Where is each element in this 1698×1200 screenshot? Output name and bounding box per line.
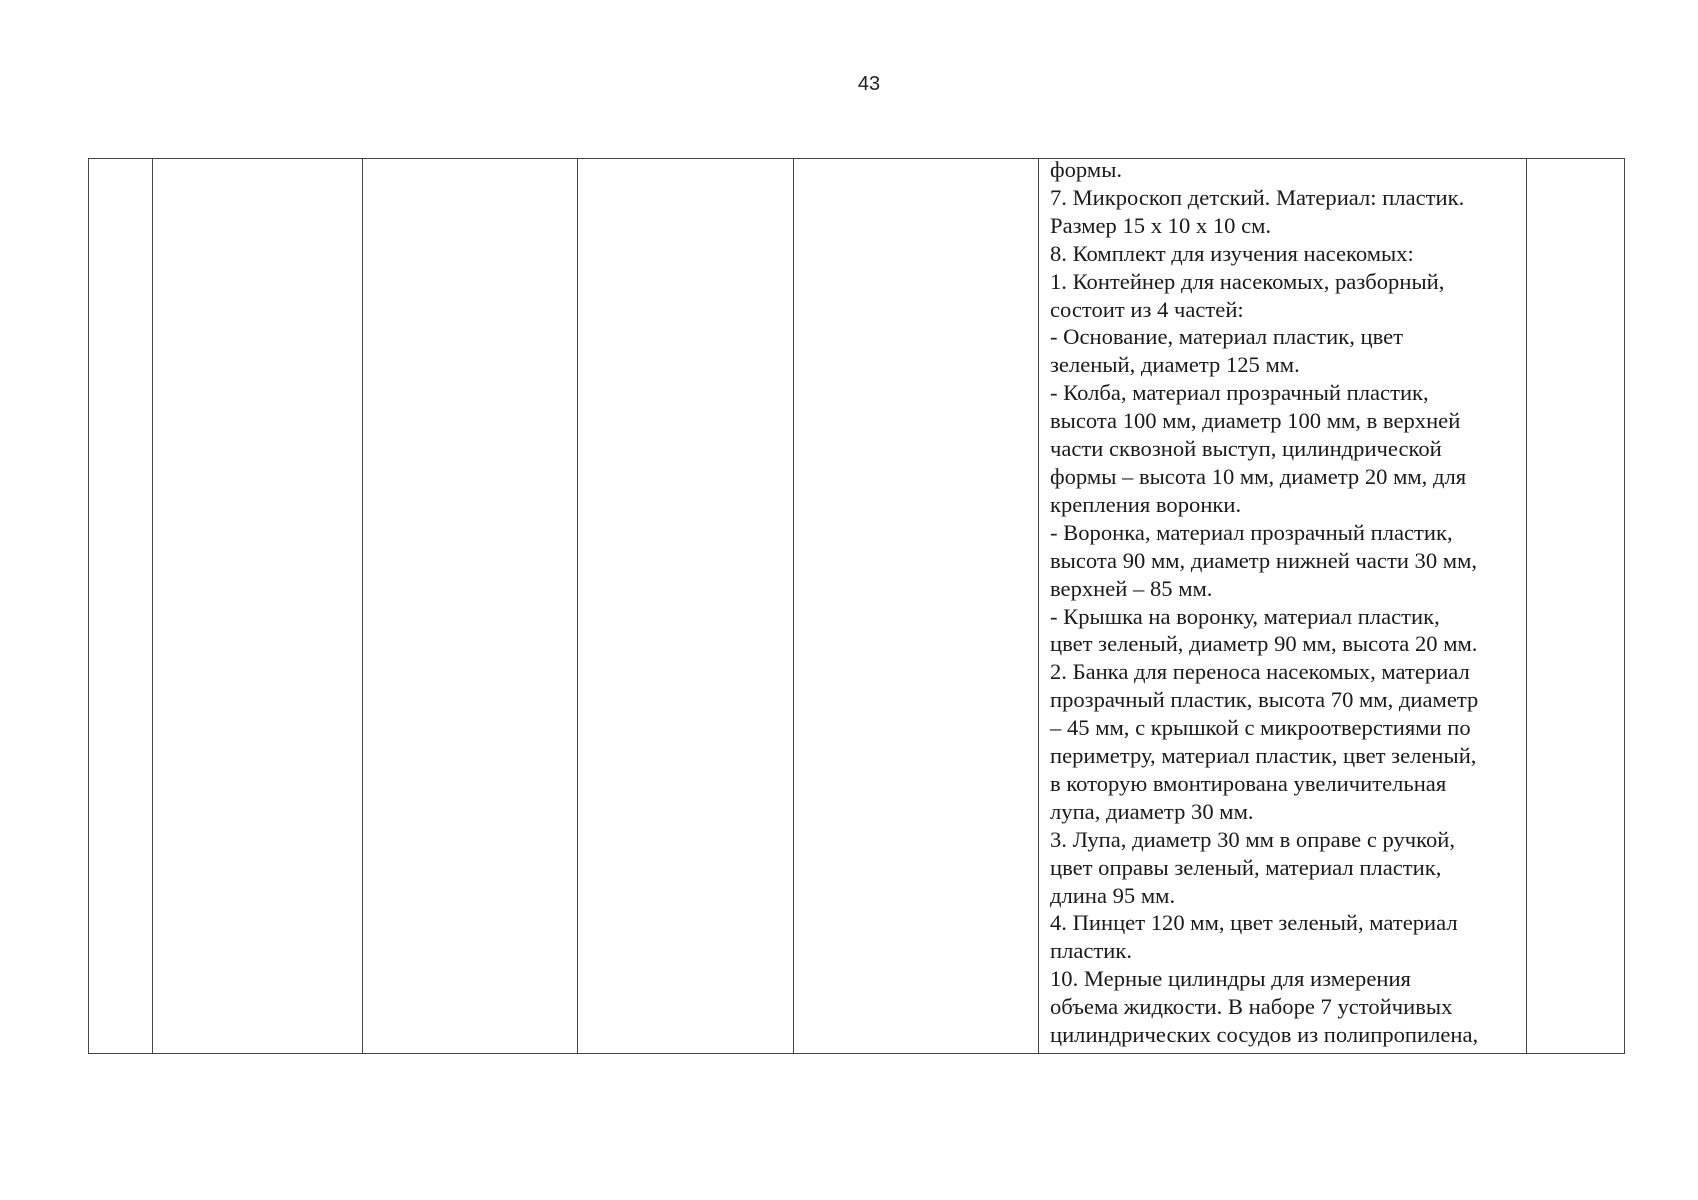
table-cell-col-2	[153, 159, 363, 1053]
description-line: лупа, диаметр 30 мм.	[1050, 798, 1254, 824]
description-line: формы – высота 10 мм, диаметр 20 мм, для	[1050, 463, 1467, 489]
description-line: высота 100 мм, диаметр 100 мм, в верхней	[1050, 408, 1461, 434]
description-line: - Крышка на воронку, материал пластик,	[1050, 603, 1440, 629]
page-number: 43	[857, 73, 881, 95]
description-line: 10. Мерные цилиндры для измерения	[1050, 966, 1411, 992]
description-line: Размер 15 х 10 х 10 см.	[1050, 212, 1272, 238]
specification-table	[88, 158, 1625, 1054]
description-line: 1. Контейнер для насекомых, разборный,	[1050, 268, 1445, 294]
table-cell-col-5	[794, 159, 1039, 1053]
table-cell-col-7	[1527, 159, 1625, 1053]
description-line: - Основание, материал пластик, цвет	[1050, 324, 1404, 350]
description-line: прозрачный пластик, высота 70 мм, диаметр	[1050, 687, 1479, 713]
table-cell-index	[89, 159, 153, 1053]
description-line: части сквозной выступ, цилиндрической	[1050, 436, 1442, 462]
description-line: – 45 мм, с крышкой с микроотверстиями по	[1050, 715, 1471, 741]
description-line: высота 90 мм, диаметр нижней части 30 мм,	[1050, 547, 1478, 573]
description-line: зеленый, диаметр 125 мм.	[1050, 352, 1300, 378]
description-line: цвет зеленый, диаметр 90 мм, высота 20 мм.	[1050, 631, 1478, 657]
description-line: длина 95 мм.	[1050, 882, 1176, 908]
table-cell-col-4	[578, 159, 794, 1053]
description-line: формы.	[1050, 158, 1123, 182]
table-cell-col-3	[363, 159, 578, 1053]
description-line: объема жидкости. В наборе 7 устойчивых	[1050, 994, 1453, 1020]
description-line: верхней – 85 мм.	[1050, 575, 1213, 601]
description-line: - Колба, материал прозрачный пластик,	[1050, 380, 1429, 406]
table-cell-description	[1039, 159, 1527, 1053]
description-line: цилиндрических сосудов из полипропилена,	[1050, 1022, 1479, 1048]
description-line: периметру, материал пластик, цвет зеленый,	[1050, 743, 1477, 769]
description-line: - Воронка, материал прозрачный пластик,	[1050, 519, 1453, 545]
description-line: состоит из 4 частей:	[1050, 296, 1244, 322]
description-line: в которую вмонтирована увеличительная	[1050, 770, 1447, 796]
description-text	[1050, 158, 1518, 1049]
description-line: 4. Пинцет 120 мм, цвет зеленый, материал	[1050, 910, 1458, 936]
description-line: пластик.	[1050, 938, 1133, 964]
description-line: 8. Комплект для изучения насекомых:	[1050, 240, 1414, 266]
description-line: 7. Микроскоп детский. Материал: пластик.	[1050, 184, 1465, 210]
description-line: 3. Лупа, диаметр 30 мм в оправе с ручкой,	[1050, 826, 1456, 852]
description-line: крепления воронки.	[1050, 491, 1242, 517]
description-line: 2. Банка для переноса насекомых, материал	[1050, 659, 1470, 685]
description-line: цвет оправы зеленый, материал пластик,	[1050, 854, 1442, 880]
